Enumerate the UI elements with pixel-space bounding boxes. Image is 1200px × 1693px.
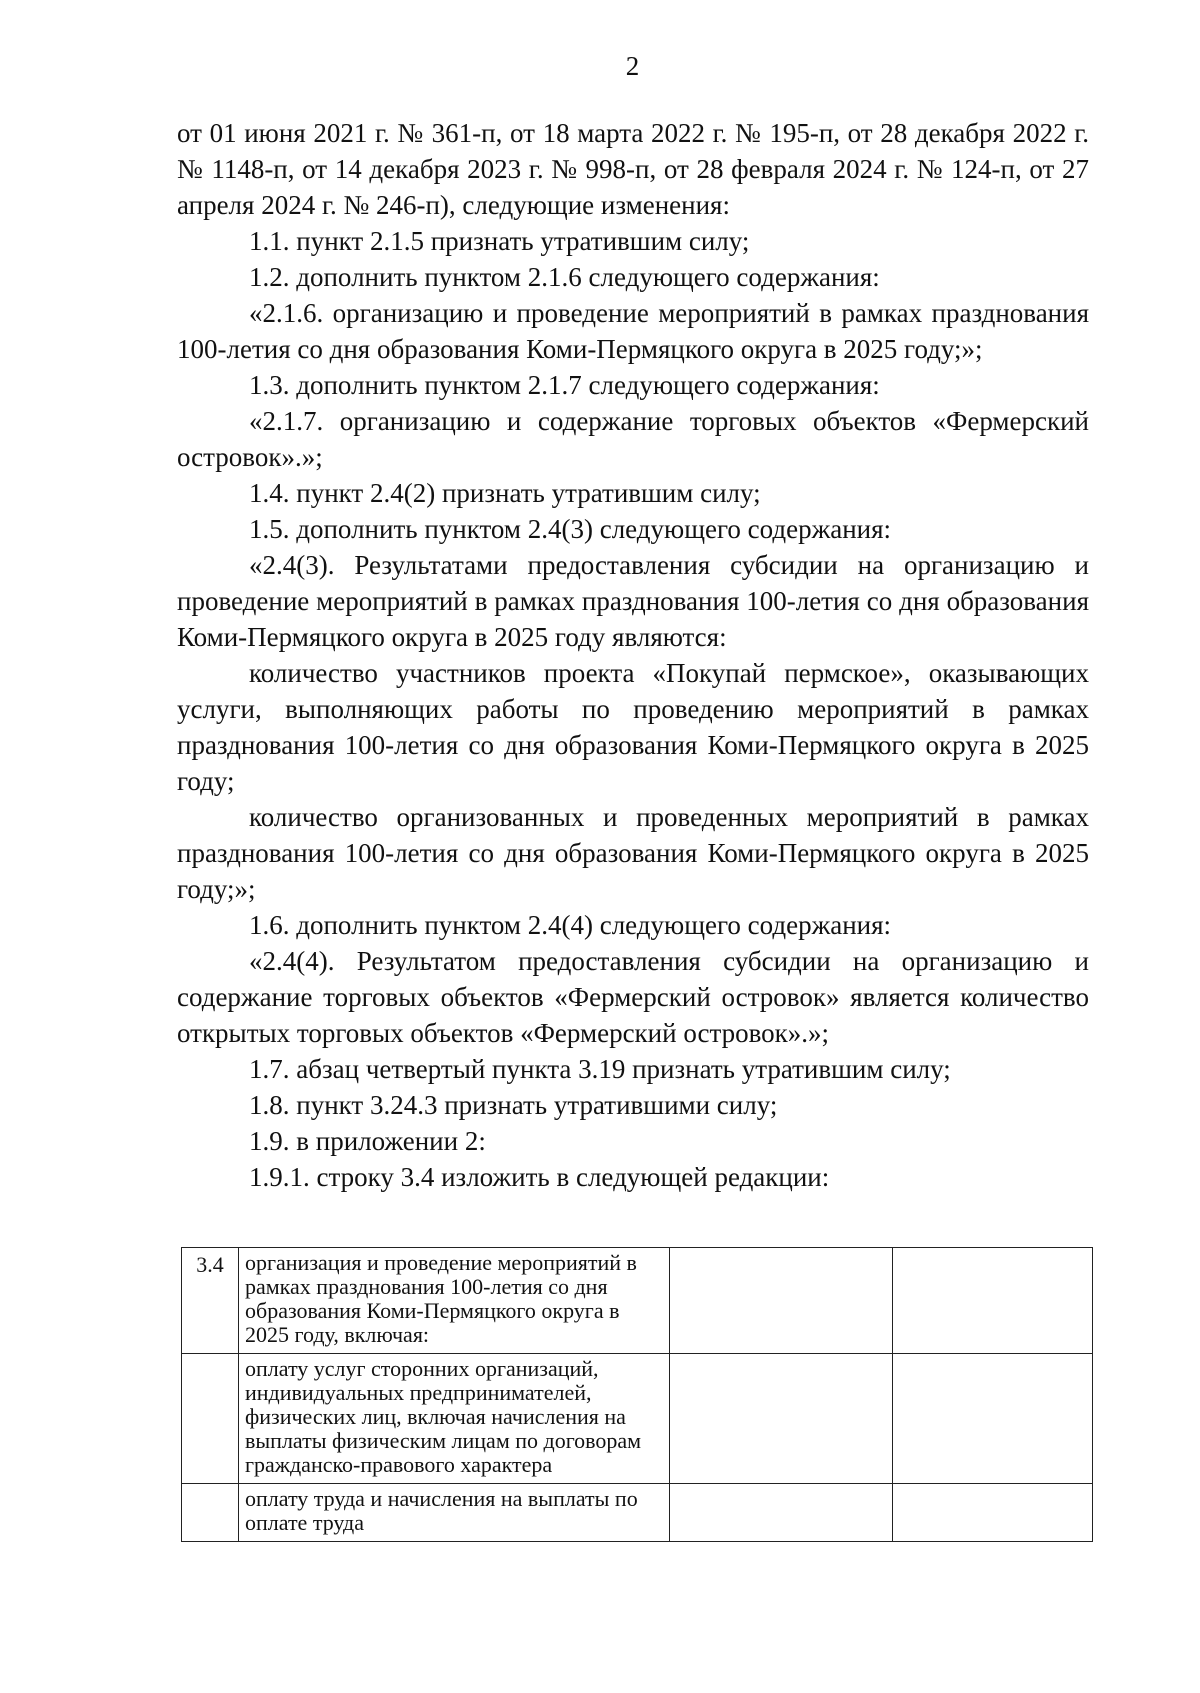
- table-cell-number: 3.4: [182, 1248, 239, 1354]
- paragraph-1-7: 1.7. абзац четвертый пункта 3.19 признать утратившим силу;: [249, 1054, 951, 1084]
- table-cell-empty: [670, 1484, 893, 1542]
- paragraph-2-1-7: «2.1.7. организацию и содержание торговых объектов «Фермерский островок».»;: [177, 406, 1089, 472]
- table-row: [182, 1354, 1093, 1484]
- paragraph-1-1: 1.1. пункт 2.1.5 признать утратившим силу;: [249, 226, 750, 256]
- paragraph-2-1-6: «2.1.6. организацию и проведение мероприятий в рамках празднования 100-летия со дня образования Коми-Пермяцкого округа в 2025 году;»;: [177, 298, 1089, 364]
- amendment-table: [181, 1247, 1093, 1542]
- table-row: [182, 1248, 1093, 1354]
- paragraph-2-4-4: «2.4(4). Результатом предоставления субсидии на организацию и содержание торговых объектов «Фермерский островок» является количество открытых торговых объектов «Фермерский островок».»;: [177, 946, 1089, 1048]
- paragraph-1-3: 1.3. дополнить пунктом 2.1.7 следующего содержания:: [249, 370, 880, 400]
- document-body: [177, 115, 1089, 1195]
- paragraph-1-5: 1.5. дополнить пунктом 2.4(3) следующего содержания:: [249, 514, 892, 544]
- paragraph-events-count: количество организованных и проведенных мероприятий в рамках празднования 100-летия со дня образования Коми-Пермяцкого округа в 2025 году;»;: [177, 802, 1089, 904]
- page-number: 2: [625, 51, 640, 81]
- paragraph-participants: количество участников проекта «Покупай пермское», оказывающих услуги, выполняющих работы по проведению мероприятий в рамках празднования 100-летия со дня образования Коми-Пермяцкого округа в 2025 году;: [177, 658, 1089, 796]
- table-cell-number: [182, 1354, 239, 1484]
- table-cell-empty: [670, 1248, 893, 1354]
- paragraph-intro: от 01 июня 2021 г. № 361-п, от 18 марта 2022 г. № 195-п, от 28 декабря 2022 г. № 1148-п, от 14 декабря 2023 г. № 998-п, от 28 февраля 2024 г. № 124-п, от 27 апреля 2024 г. № 246-п), следующие изменения:: [177, 118, 1089, 220]
- table-cell-description: оплату услуг сторонних организаций, индивидуальных предпринимателей, физических лиц, включая начисления на выплаты физическим лицам по договорам гражданско-правового характера: [239, 1354, 670, 1484]
- table-row: [182, 1484, 1093, 1542]
- paragraph-2-4-3: «2.4(3). Результатами предоставления субсидии на организацию и проведение мероприятий в рамках празднования 100-летия со дня образования Коми-Пермяцкого округа в 2025 году являются:: [177, 550, 1089, 652]
- paragraph-1-4: 1.4. пункт 2.4(2) признать утратившим силу;: [249, 478, 761, 508]
- paragraph-1-8: 1.8. пункт 3.24.3 признать утратившими силу;: [249, 1090, 778, 1120]
- paragraph-1-9-1: 1.9.1. строку 3.4 изложить в следующей редакции:: [249, 1162, 830, 1192]
- table-cell-number: [182, 1484, 239, 1542]
- table-cell-empty: [670, 1354, 893, 1484]
- paragraph-1-6: 1.6. дополнить пунктом 2.4(4) следующего содержания:: [249, 910, 892, 940]
- table-cell-description: организация и проведение мероприятий в рамках празднования 100-летия со дня образования Коми-Пермяцкого округа в 2025 году, включая:: [239, 1248, 670, 1354]
- paragraph-1-2: 1.2. дополнить пунктом 2.1.6 следующего содержания:: [249, 262, 880, 292]
- paragraph-1-9: 1.9. в приложении 2:: [249, 1126, 486, 1156]
- table-cell-empty: [893, 1354, 1093, 1484]
- table-cell-empty: [893, 1484, 1093, 1542]
- table-cell-empty: [893, 1248, 1093, 1354]
- table-cell-description: оплату труда и начисления на выплаты по оплате труда: [239, 1484, 670, 1542]
